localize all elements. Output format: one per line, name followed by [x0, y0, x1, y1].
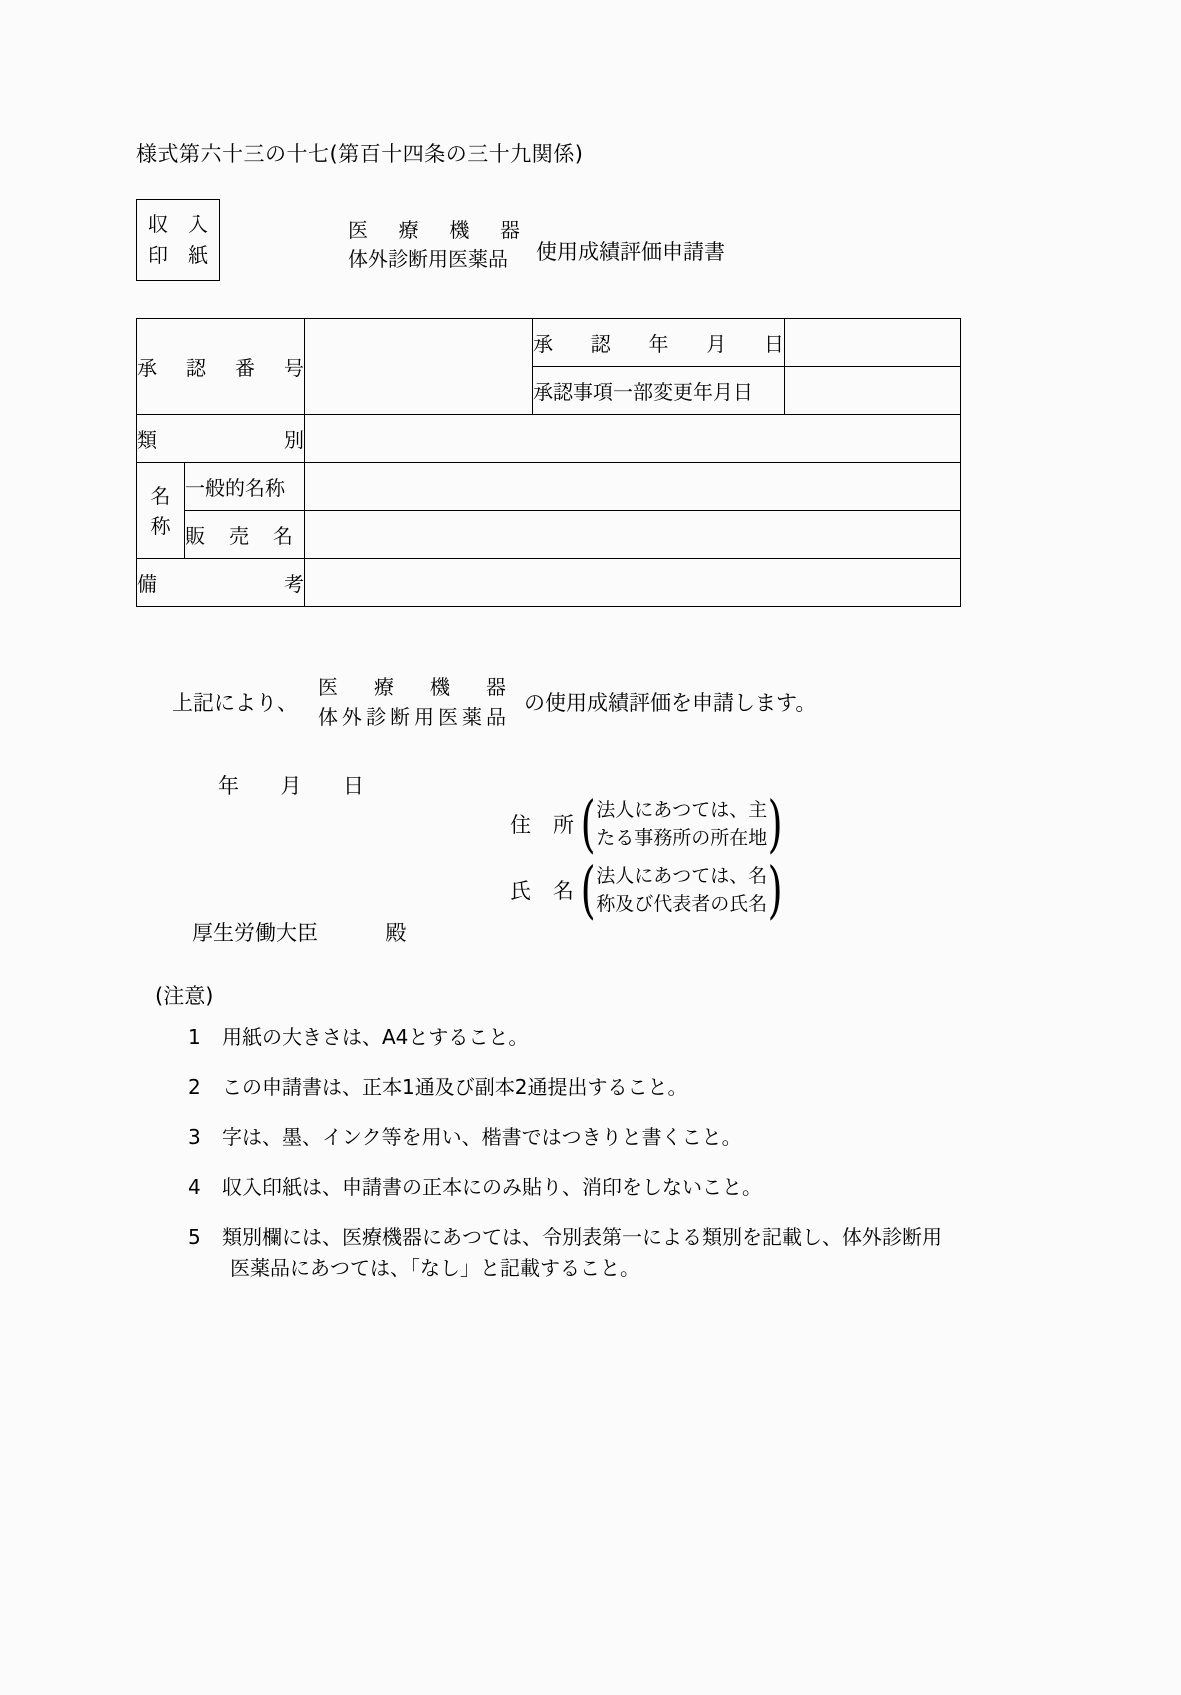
approval-date-char-4: 月 [706, 332, 727, 356]
stamp-char-shi: 紙 [188, 243, 208, 267]
date-month-label: 月 [280, 774, 302, 798]
approval-date-char-3: 年 [648, 332, 669, 356]
name-group-char-2: 称 [150, 513, 171, 538]
stamp-char-nyu: 入 [188, 212, 208, 236]
title-subject-stack [348, 216, 520, 274]
note-number-4: 4 [188, 1175, 201, 1199]
title-char-2: 療 [398, 218, 419, 242]
stmt-bot-char-3: 診 [366, 705, 386, 729]
remarks-input-cell[interactable] [305, 559, 961, 607]
note-text-5 [222, 1222, 1088, 1284]
name-note-line-2: 称及び代表者の氏名 [596, 893, 768, 916]
note-number-2: 2 [188, 1075, 201, 1099]
application-statement [172, 672, 816, 732]
statement-lead: 上記により、 [172, 691, 298, 715]
stmt-top-char-1: 医 [318, 675, 338, 699]
remarks-char-2: 考 [284, 572, 304, 596]
title-main-text: 使用成績評価申請書 [536, 240, 725, 264]
address-char-1: 住 [510, 813, 531, 838]
approval-number-label-cell [137, 319, 305, 415]
address-note-line-1: 法人にあつては、主 [596, 799, 768, 821]
stamp-line-1 [148, 209, 208, 240]
stmt-top-char-4: 器 [486, 675, 506, 699]
approval-date-input-cell[interactable] [785, 319, 961, 367]
revenue-stamp-box [136, 199, 220, 281]
document-title [348, 216, 725, 274]
name-group-char-1: 名 [150, 483, 171, 508]
approval-number-char-4: 号 [284, 356, 304, 380]
approval-date-char-5: 日 [764, 332, 784, 356]
address-note-line-2: たる事務所の所在地 [596, 827, 768, 850]
applicant-block [510, 786, 787, 928]
note-text-3: 字は、墨、インク等を用い、楷書ではつきりと書くこと。 [222, 1125, 742, 1149]
stmt-bot-char-8: 品 [486, 705, 506, 729]
stamp-char-in: 印 [148, 243, 168, 267]
stmt-top-char-3: 機 [430, 675, 450, 699]
table-row-approval-number [137, 319, 961, 367]
notes-list [188, 1022, 1088, 1303]
note-number-1: 1 [188, 1025, 201, 1049]
left-brace-icon: ( [580, 786, 596, 860]
application-details-table [136, 318, 961, 607]
statement-ivd-drug [318, 702, 506, 732]
statement-tail: の使用成績評価を申請します。 [524, 691, 817, 715]
address-char-2: 所 [553, 813, 574, 838]
date-year-label: 年 [218, 774, 239, 798]
name-label [510, 875, 574, 905]
statement-subject-stack [318, 672, 506, 732]
minister-title: 厚生労働大臣 [192, 921, 318, 945]
title-medical-device [348, 216, 520, 245]
notes-heading: (注意) [155, 984, 214, 1008]
note-text-5-line-1: 類別欄には、医療機器にあつては、令別表第一による類別を記載し、体外診断用 [222, 1225, 942, 1249]
note-item-5 [188, 1222, 1088, 1284]
stmt-bot-char-1: 体 [318, 705, 338, 729]
note-text-4: 収入印紙は、申請書の正本にのみ貼り、消印をしないこと。 [222, 1175, 762, 1199]
remarks-char-1: 備 [137, 572, 157, 596]
name-group-label-cell [137, 463, 185, 559]
approval-number-char-2: 認 [186, 356, 206, 380]
partial-change-date-label-cell: 承認事項一部変更年月日 [533, 367, 785, 415]
note-text-5-line-2: 医薬品にあつては、「なし」と記載すること。 [230, 1256, 640, 1280]
note-item-1 [188, 1022, 1088, 1053]
brand-name-char-2: 売 [229, 524, 249, 548]
name-note-line-1: 法人にあつては、名 [596, 865, 768, 888]
table-row-generic-name [137, 463, 961, 511]
partial-change-date-input-cell[interactable] [785, 367, 961, 415]
note-item-2 [188, 1072, 1088, 1103]
stmt-bot-char-7: 薬 [462, 705, 482, 729]
approval-number-label [137, 352, 304, 381]
brand-name-label [185, 520, 293, 549]
right-brace-icon: ) [767, 786, 783, 860]
address-note [596, 796, 767, 852]
address-label [510, 809, 574, 839]
generic-name-label-cell: 一般的名称 [185, 463, 305, 511]
submission-date-line[interactable] [218, 770, 364, 800]
remarks-label [137, 568, 304, 597]
category-input-cell[interactable] [305, 415, 961, 463]
addressee-line [192, 917, 406, 947]
title-char-3: 機 [449, 218, 470, 242]
note-item-3 [188, 1122, 1088, 1153]
note-text-1: 用紙の大きさは、A4とすること。 [222, 1025, 529, 1049]
brand-name-input-cell[interactable] [305, 511, 961, 559]
stmt-bot-char-6: 医 [438, 705, 458, 729]
stmt-bot-char-4: 断 [390, 705, 410, 729]
stmt-bot-char-2: 外 [342, 705, 362, 729]
note-item-4 [188, 1172, 1088, 1203]
table-row-brand-name [137, 511, 961, 559]
category-char-2: 別 [284, 428, 304, 452]
minister-honorific: 殿 [385, 921, 407, 945]
brand-name-char-1: 販 [185, 524, 205, 548]
stamp-char-shu: 収 [148, 212, 168, 236]
note-number-5: 5 [188, 1225, 201, 1249]
date-day-label: 日 [343, 774, 364, 798]
approval-date-char-2: 認 [590, 332, 611, 356]
name-char-1: 氏 [510, 879, 531, 904]
approval-number-char-1: 承 [137, 356, 157, 380]
table-row-category [137, 415, 961, 463]
remarks-label-cell [137, 559, 305, 607]
stmt-bot-char-5: 用 [414, 705, 434, 729]
statement-medical-device [318, 672, 506, 702]
applicant-name-row [510, 853, 787, 927]
brand-name-label-cell [185, 511, 305, 559]
approval-date-label [533, 328, 784, 357]
stamp-line-2 [148, 240, 208, 271]
title-char-4: 器 [499, 218, 520, 242]
title-ivd-drug: 体外診断用医薬品 [348, 247, 508, 271]
generic-name-input-cell[interactable] [305, 463, 961, 511]
name-note [596, 862, 767, 918]
left-brace-icon-2: ( [580, 853, 596, 927]
approval-date-label-cell [533, 319, 785, 367]
approval-number-char-3: 番 [235, 356, 255, 380]
stmt-top-char-2: 療 [374, 675, 394, 699]
right-brace-icon-2: ) [767, 853, 783, 927]
approval-date-char-1: 承 [533, 332, 553, 356]
note-text-2: この申請書は、正本1通及び副本2通提出すること。 [222, 1075, 688, 1099]
category-label-cell [137, 415, 305, 463]
category-char-1: 類 [137, 428, 157, 452]
brand-name-char-3: 名 [273, 524, 293, 548]
applicant-address-row [510, 786, 787, 860]
title-char-1: 医 [348, 218, 368, 242]
table-row-remarks [137, 559, 961, 607]
form-number-heading: 様式第六十三の十七(第百十四条の三十九関係) [136, 142, 584, 166]
note-number-3: 3 [188, 1125, 201, 1149]
category-label [137, 424, 304, 453]
approval-number-input-cell[interactable] [305, 319, 533, 415]
name-char-2: 名 [553, 879, 574, 904]
